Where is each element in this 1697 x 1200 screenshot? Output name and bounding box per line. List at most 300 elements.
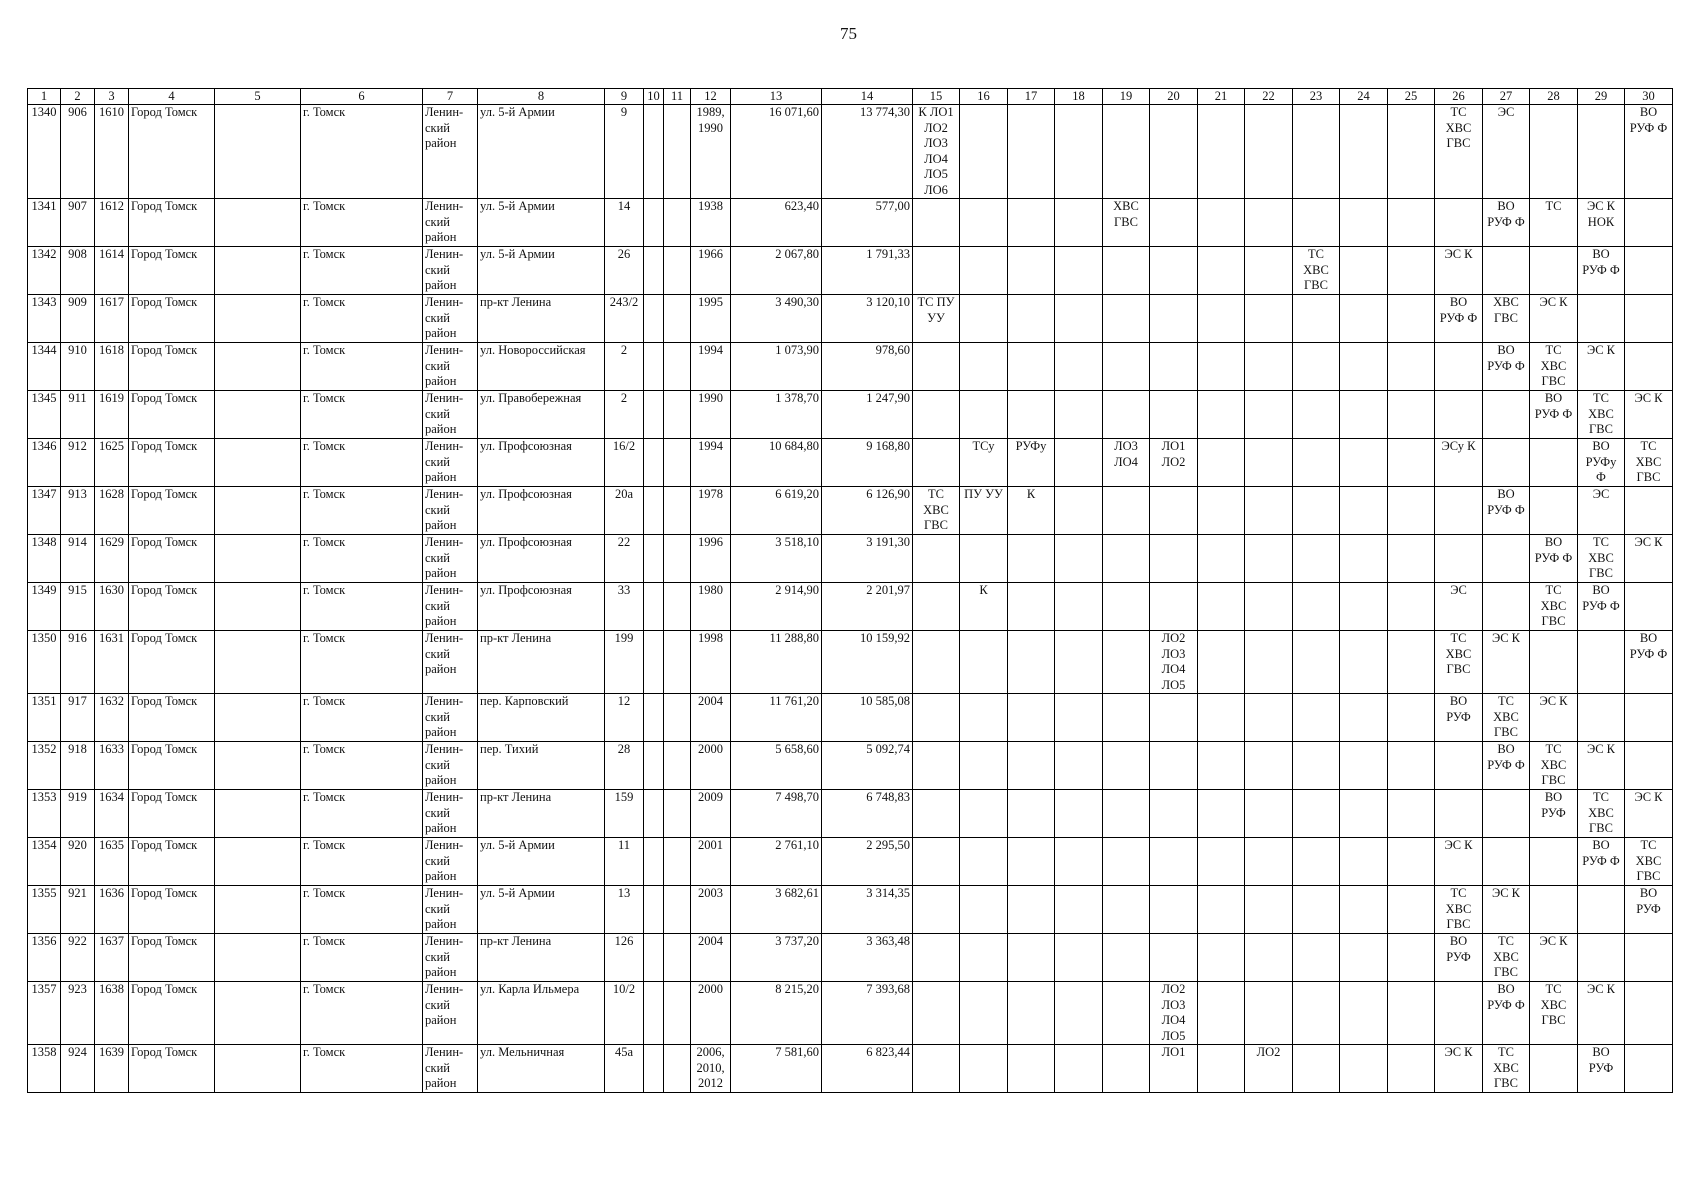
table-cell [913,886,960,934]
table-cell: г. Томск [301,535,423,583]
column-header: 20 [1150,89,1198,105]
table-cell [1293,694,1340,742]
table-cell: ЭС К [1530,295,1578,343]
table-cell: 11 [605,838,644,886]
table-cell: 3 490,30 [731,295,822,343]
table-cell [1388,487,1435,535]
table-cell [1340,742,1388,790]
table-cell: 924 [61,1045,95,1093]
table-cell [1150,295,1198,343]
table-row [28,295,1673,343]
table-cell: ТС ХВС ГВС [1483,1045,1530,1093]
table-cell [960,790,1008,838]
table-cell: Город Томск [129,247,215,295]
table-cell [1530,487,1578,535]
table-cell [215,934,301,982]
table-cell [1150,247,1198,295]
table-row [28,1045,1673,1093]
table-cell [1293,790,1340,838]
table-cell: ул. 5-й Армии [478,105,605,199]
table-cell [1340,631,1388,694]
table-cell [1198,391,1245,439]
table-cell: г. Томск [301,343,423,391]
table-cell: ТС ХВС ГВС [1578,790,1625,838]
table-cell [1008,694,1055,742]
table-cell: 1619 [95,391,129,439]
table-cell: Город Томск [129,391,215,439]
table-cell: ЛО3 ЛО4 [1103,439,1150,487]
table-cell: Ленин- ский район [423,105,478,199]
table-cell [913,982,960,1045]
table-cell: ВО РУФ Ф [1625,631,1673,694]
table-cell [664,343,691,391]
table-cell [1388,583,1435,631]
table-cell [1055,487,1103,535]
table-cell [1245,343,1293,391]
table-cell [644,631,664,694]
table-cell [1198,535,1245,583]
table-cell: ЭС [1483,105,1530,199]
table-cell [1103,343,1150,391]
table-cell [1103,247,1150,295]
table-cell [1340,1045,1388,1093]
table-cell [215,838,301,886]
table-cell: пр-кт Ленина [478,790,605,838]
table-cell: ЛО1 [1150,1045,1198,1093]
table-cell: Город Томск [129,199,215,247]
table-cell [1245,583,1293,631]
table-cell: 16 071,60 [731,105,822,199]
table-cell: ЭС К [1625,535,1673,583]
table-cell [1198,838,1245,886]
table-cell [1483,583,1530,631]
table-cell [1625,982,1673,1045]
table-cell: 2004 [691,934,731,982]
table-cell: Город Томск [129,886,215,934]
column-header: 3 [95,89,129,105]
table-cell: Город Томск [129,982,215,1045]
table-cell [644,838,664,886]
table-cell [1388,934,1435,982]
table-cell: 2006, 2010, 2012 [691,1045,731,1093]
table-cell: ВО РУФ Ф [1578,838,1625,886]
column-header: 16 [960,89,1008,105]
table-cell: 1938 [691,199,731,247]
table-cell: ТСу [960,439,1008,487]
table-cell: РУФу [1008,439,1055,487]
table-cell [1245,934,1293,982]
column-header: 12 [691,89,731,105]
table-cell [1483,247,1530,295]
table-row [28,838,1673,886]
table-cell: г. Томск [301,982,423,1045]
table-cell: 1631 [95,631,129,694]
table-cell: 1351 [28,694,61,742]
table-cell [1008,535,1055,583]
table-cell [1340,982,1388,1045]
table-cell [1150,199,1198,247]
table-cell [1198,694,1245,742]
table-cell [1245,742,1293,790]
table-row [28,247,1673,295]
table-cell: 1978 [691,487,731,535]
table-cell: 2 761,10 [731,838,822,886]
column-header: 18 [1055,89,1103,105]
table-cell [215,631,301,694]
table-cell [1103,487,1150,535]
table-cell [215,982,301,1045]
table-cell: 1629 [95,535,129,583]
table-cell: ВО РУФ Ф [1483,742,1530,790]
table-cell [1293,631,1340,694]
table-cell [1340,487,1388,535]
table-cell [664,391,691,439]
table-cell [1293,982,1340,1045]
table-cell [913,343,960,391]
table-cell: 3 363,48 [822,934,913,982]
table-cell: 10 684,80 [731,439,822,487]
table-cell [1103,631,1150,694]
table-cell [215,694,301,742]
table-cell [1198,982,1245,1045]
table-cell [1245,105,1293,199]
table-cell: Город Томск [129,105,215,199]
table-cell: К ЛО1 ЛО2 ЛО3 ЛО4 ЛО5 ЛО6 [913,105,960,199]
table-cell: 11 288,80 [731,631,822,694]
table-cell: 1352 [28,742,61,790]
table-cell [960,838,1008,886]
table-cell: 1342 [28,247,61,295]
table-cell: 1355 [28,886,61,934]
page-number: 75 [840,24,857,43]
column-header: 25 [1388,89,1435,105]
table-cell: г. Томск [301,838,423,886]
table-cell: 26 [605,247,644,295]
table-cell: 1356 [28,934,61,982]
table-cell: 911 [61,391,95,439]
table-cell: ВО РУФ [1578,1045,1625,1093]
table-cell [1245,982,1293,1045]
column-header: 24 [1340,89,1388,105]
table-cell: Ленин- ский район [423,439,478,487]
table-cell: 1614 [95,247,129,295]
table-cell: 913 [61,487,95,535]
table-cell [1435,742,1483,790]
table-cell: 1637 [95,934,129,982]
table-cell [1198,295,1245,343]
column-header: 1 [28,89,61,105]
table-cell [1340,694,1388,742]
table-cell [664,535,691,583]
table-cell: 199 [605,631,644,694]
table-cell [664,295,691,343]
table-cell: 1346 [28,439,61,487]
table-cell [1245,535,1293,583]
table-cell [913,1045,960,1093]
table-cell [1245,487,1293,535]
table-cell: 908 [61,247,95,295]
table-cell [1625,295,1673,343]
table-cell: 16/2 [605,439,644,487]
table-cell: ХВС ГВС [1103,199,1150,247]
table-cell: ЭС К НОК [1578,199,1625,247]
table-cell [1435,199,1483,247]
table-row [28,487,1673,535]
table-cell [1055,886,1103,934]
table-cell: ТС ХВС ГВС [913,487,960,535]
table-cell [1245,199,1293,247]
table-cell [1008,1045,1055,1093]
table-cell [960,535,1008,583]
table-cell [1008,295,1055,343]
table-cell [1340,247,1388,295]
table-cell [1625,343,1673,391]
table-cell [1150,742,1198,790]
table-cell [1008,790,1055,838]
table-cell: пр-кт Ленина [478,631,605,694]
table-cell [1103,790,1150,838]
table-cell: ул. Карла Ильмера [478,982,605,1045]
column-header: 27 [1483,89,1530,105]
table-cell [215,247,301,295]
table-cell: 1966 [691,247,731,295]
table-cell: ЭС К [1578,742,1625,790]
table-cell: 11 761,20 [731,694,822,742]
table-cell: ТС ПУ УУ [913,295,960,343]
table-cell [1150,886,1198,934]
table-cell: ТС ХВС ГВС [1293,247,1340,295]
table-cell: г. Томск [301,199,423,247]
table-cell [1008,742,1055,790]
table-cell: 7 393,68 [822,982,913,1045]
table-cell: 1612 [95,199,129,247]
table-cell [1055,535,1103,583]
table-cell: 1635 [95,838,129,886]
table-cell: г. Томск [301,439,423,487]
table-cell: 9 [605,105,644,199]
table-cell: 1625 [95,439,129,487]
table-cell: 910 [61,343,95,391]
table-cell [1340,295,1388,343]
table-cell [1625,247,1673,295]
table-cell: Ленин- ский район [423,391,478,439]
table-cell [1435,487,1483,535]
table-cell: ЭС К [1483,886,1530,934]
table-cell [1055,838,1103,886]
table-row [28,343,1673,391]
table-cell: г. Томск [301,295,423,343]
table-cell [1483,439,1530,487]
table-cell [960,742,1008,790]
table-cell [644,583,664,631]
table-cell: ТС ХВС ГВС [1483,694,1530,742]
table-cell: Ленин- ский район [423,343,478,391]
table-cell: 1 791,33 [822,247,913,295]
table-cell [1388,199,1435,247]
table-cell [960,343,1008,391]
table-cell: 14 [605,199,644,247]
table-cell: ул. Новороссийская [478,343,605,391]
table-cell: 919 [61,790,95,838]
table-cell: 1995 [691,295,731,343]
table-cell: 1 378,70 [731,391,822,439]
table-cell [960,886,1008,934]
table-cell: Ленин- ский район [423,247,478,295]
table-cell [1483,838,1530,886]
table-cell [1388,886,1435,934]
table-cell: 5 658,60 [731,742,822,790]
table-cell: ТС ХВС ГВС [1530,343,1578,391]
table-cell: 33 [605,583,644,631]
table-cell: 3 518,10 [731,535,822,583]
table-cell [960,694,1008,742]
table-cell [1103,742,1150,790]
table-cell [1008,343,1055,391]
table-cell: 2004 [691,694,731,742]
table-cell: 2000 [691,982,731,1045]
table-cell: 6 748,83 [822,790,913,838]
table-cell: 1348 [28,535,61,583]
table-cell [1293,487,1340,535]
table-cell [1388,439,1435,487]
table-cell [1530,838,1578,886]
table-cell: ВО РУФ [1530,790,1578,838]
column-header: 17 [1008,89,1055,105]
table-cell [1008,631,1055,694]
table-row [28,790,1673,838]
table-cell: 2001 [691,838,731,886]
table-cell: Ленин- ский район [423,886,478,934]
table-cell [1293,535,1340,583]
table-cell: 1 247,90 [822,391,913,439]
table-cell: 1 073,90 [731,343,822,391]
table-cell: ТС ХВС ГВС [1578,535,1625,583]
table-cell: пер. Карповский [478,694,605,742]
table-cell: ЛО2 ЛО3 ЛО4 ЛО5 [1150,631,1198,694]
table-cell: 7 498,70 [731,790,822,838]
table-cell [664,583,691,631]
column-header: 10 [644,89,664,105]
table-row [28,199,1673,247]
table-cell: ТС ХВС ГВС [1625,838,1673,886]
table-cell [1055,742,1103,790]
table-cell [1150,343,1198,391]
table-cell: ТС ХВС ГВС [1625,439,1673,487]
table-cell [1008,886,1055,934]
table-cell [960,199,1008,247]
table-cell: 45а [605,1045,644,1093]
table-cell: 3 737,20 [731,934,822,982]
table-cell [1293,439,1340,487]
table-cell [1008,982,1055,1045]
table-cell: Город Томск [129,583,215,631]
table-cell: Город Томск [129,487,215,535]
table-cell [913,391,960,439]
table-cell [960,295,1008,343]
column-header: 5 [215,89,301,105]
table-cell [1530,631,1578,694]
table-cell: ТС [1530,199,1578,247]
table-cell: г. Томск [301,391,423,439]
table-row [28,391,1673,439]
table-cell [1055,105,1103,199]
table-cell: 1990 [691,391,731,439]
table-cell: Ленин- ский район [423,838,478,886]
table-cell: 2 [605,391,644,439]
table-cell [644,247,664,295]
table-cell: К [1008,487,1055,535]
table-cell [913,199,960,247]
table-cell [215,535,301,583]
table-cell: ТС ХВС ГВС [1435,631,1483,694]
table-cell [664,742,691,790]
table-cell [1293,1045,1340,1093]
table-cell: 28 [605,742,644,790]
table-cell [1150,487,1198,535]
table-cell: ВО РУФ Ф [1435,295,1483,343]
table-cell [1055,694,1103,742]
column-header: 19 [1103,89,1150,105]
table-cell: ЭС [1578,487,1625,535]
table-cell [1483,391,1530,439]
table-cell [1055,391,1103,439]
table-cell [1293,105,1340,199]
table-cell [1055,631,1103,694]
table-cell [1578,694,1625,742]
table-cell: ВО РУФ [1435,694,1483,742]
table-cell [1293,295,1340,343]
table-cell: 243/2 [605,295,644,343]
table-cell: ул. 5-й Армии [478,247,605,295]
table-cell: 915 [61,583,95,631]
table-cell [1625,199,1673,247]
table-cell: ТС ХВС ГВС [1435,105,1483,199]
table-cell: ул. Профсоюзная [478,487,605,535]
table-cell: 1632 [95,694,129,742]
table-cell [1150,934,1198,982]
column-header: 15 [913,89,960,105]
table-row [28,583,1673,631]
table-cell [1198,583,1245,631]
column-header: 29 [1578,89,1625,105]
table-cell: ЭС К [1625,790,1673,838]
table-cell: ЭС К [1435,838,1483,886]
table-cell [1625,583,1673,631]
table-cell [1530,247,1578,295]
table-cell [1198,886,1245,934]
table-cell: 906 [61,105,95,199]
table-cell [1340,838,1388,886]
table-row [28,934,1673,982]
table-cell [1483,790,1530,838]
column-header: 9 [605,89,644,105]
table-cell [1055,790,1103,838]
table-cell: 1980 [691,583,731,631]
table-cell: Ленин- ский район [423,295,478,343]
table-cell: 1630 [95,583,129,631]
table-cell [644,742,664,790]
table-cell [960,105,1008,199]
table-cell: ТС ХВС ГВС [1530,982,1578,1045]
table-cell: г. Томск [301,742,423,790]
table-cell [644,391,664,439]
table-cell: 5 092,74 [822,742,913,790]
table-cell [1103,535,1150,583]
table-cell: Ленин- ский район [423,535,478,583]
table-cell [1293,583,1340,631]
table-cell: ВО РУФ Ф [1483,343,1530,391]
table-cell [644,105,664,199]
